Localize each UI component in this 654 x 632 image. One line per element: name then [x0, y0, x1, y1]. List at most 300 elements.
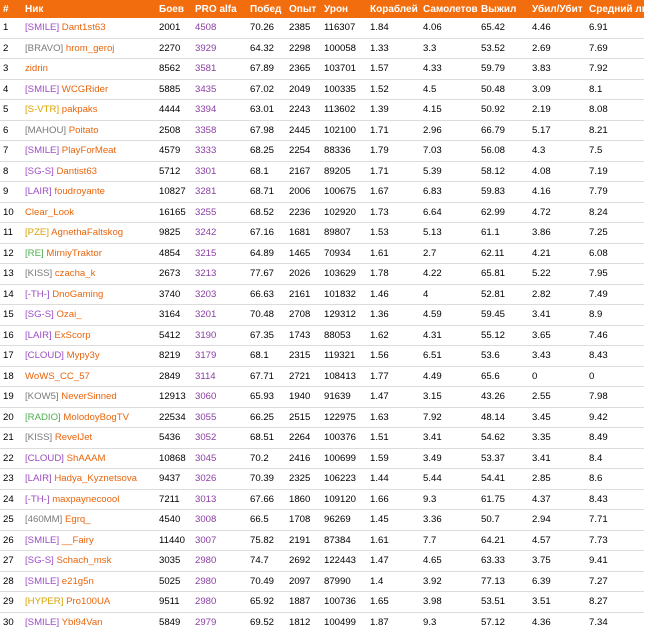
col-header-rank[interactable]: # — [0, 0, 22, 18]
cell-exp: 2167 — [286, 161, 321, 182]
cell-ships: 1.51 — [367, 428, 420, 449]
clan-tag[interactable]: [SMILE] — [25, 616, 60, 628]
clan-tag[interactable]: [BRAVO] — [25, 42, 64, 54]
cell-avg-level: 7.95 — [586, 264, 644, 285]
cell-nick — [22, 38, 156, 59]
player-name[interactable]: Dantist63 — [56, 165, 97, 177]
cell-survived: 59.45 — [478, 305, 529, 326]
cell-damage: 89205 — [321, 161, 367, 182]
cell-avg-level: 7.46 — [586, 325, 644, 346]
clan-tag[interactable]: [SMILE] — [25, 145, 60, 157]
cell-ships: 1.67 — [367, 182, 420, 203]
cell-wins: 67.66 — [247, 489, 286, 510]
cell-exp: 2236 — [286, 202, 321, 223]
cell-wins: 68.52 — [247, 202, 286, 223]
clan-tag[interactable]: [SMILE] — [25, 22, 60, 34]
cell-pro-alfa: 3213 — [192, 264, 247, 285]
table-row[interactable] — [0, 510, 644, 531]
cell-battles: 12913 — [156, 387, 192, 408]
cell-exp: 2191 — [286, 530, 321, 551]
col-header-battles[interactable]: Боев — [156, 0, 192, 18]
cell-battles: 3164 — [156, 305, 192, 326]
table-row[interactable] — [0, 592, 644, 613]
cell-survived: 50.48 — [478, 79, 529, 100]
clan-tag[interactable]: [SG-S] — [25, 309, 54, 321]
cell-planes: 3.41 — [420, 428, 478, 449]
cell-battles: 8562 — [156, 59, 192, 80]
cell-nick — [22, 510, 156, 531]
table-row[interactable] — [0, 38, 644, 59]
player-name[interactable]: foudroyante — [54, 186, 106, 198]
cell-pro-alfa: 3190 — [192, 325, 247, 346]
cell-damage: 116307 — [321, 18, 367, 38]
cell-survived: 48.14 — [478, 407, 529, 428]
cell-exp: 2264 — [286, 428, 321, 449]
cell-avg-level: 7.79 — [586, 182, 644, 203]
cell-avg-level: 7.73 — [586, 530, 644, 551]
cell-damage: 91639 — [321, 387, 367, 408]
clan-tag[interactable]: [LAIR] — [25, 473, 52, 485]
cell-kd: 4.08 — [529, 161, 586, 182]
clan-tag[interactable]: [SG-S] — [25, 165, 54, 177]
cell-avg-level: 8.4 — [586, 448, 644, 469]
cell-ships: 1.63 — [367, 407, 420, 428]
cell-ships: 1.57 — [367, 59, 420, 80]
cell-planes: 6.64 — [420, 202, 478, 223]
cell-damage: 102100 — [321, 120, 367, 141]
cell-wins: 68.25 — [247, 141, 286, 162]
player-name[interactable]: hrom_geroj — [65, 42, 115, 54]
cell-rank: 6 — [0, 120, 22, 141]
cell-nick — [22, 79, 156, 100]
cell-survived: 66.79 — [478, 120, 529, 141]
cell-nick — [22, 387, 156, 408]
cell-rank: 26 — [0, 530, 22, 551]
player-name[interactable]: RevelJet — [54, 432, 93, 444]
cell-kd: 3.75 — [529, 551, 586, 572]
cell-damage: 122975 — [321, 407, 367, 428]
cell-kd: 5.22 — [529, 264, 586, 285]
cell-rank: 8 — [0, 161, 22, 182]
cell-battles: 9825 — [156, 223, 192, 244]
cell-planes: 3.15 — [420, 387, 478, 408]
cell-survived: 61.75 — [478, 489, 529, 510]
cell-exp: 2243 — [286, 100, 321, 121]
cell-kd: 4.16 — [529, 182, 586, 203]
cell-rank: 23 — [0, 469, 22, 490]
cell-kd: 4.36 — [532, 616, 551, 628]
clan-tag[interactable]: [KOW5] — [25, 391, 59, 403]
cell-damage: 96269 — [321, 510, 367, 531]
player-name[interactable]: Schach_msk — [56, 555, 112, 567]
cell-nick — [22, 182, 156, 203]
table-row[interactable] — [0, 264, 644, 285]
clan-tag[interactable]: [HYPER] — [25, 596, 64, 608]
cell-planes: 5.44 — [420, 469, 478, 490]
cell-ships: 1.84 — [367, 18, 420, 38]
cell-exp: 2298 — [286, 38, 321, 59]
cell-pro-alfa: 3929 — [192, 38, 247, 59]
cell-wins: 66.63 — [247, 284, 286, 305]
cell-rank: 29 — [0, 592, 22, 613]
cell-battles: 5436 — [156, 428, 192, 449]
cell-damage: 106223 — [321, 469, 367, 490]
cell-nick — [22, 448, 156, 469]
cell-pro-alfa: 3281 — [192, 182, 247, 203]
player-name[interactable]: PlayForMeat — [61, 145, 117, 157]
table-row[interactable] — [0, 489, 644, 510]
cell-ships: 1.71 — [367, 120, 420, 141]
table-row[interactable] — [0, 551, 644, 572]
cell-ships: 1.79 — [367, 141, 420, 162]
cell-nick — [22, 305, 156, 326]
player-name[interactable]: Dant1st63 — [61, 22, 106, 34]
cell-survived: 63.33 — [478, 551, 529, 572]
cell-damage: 101832 — [321, 284, 367, 305]
cell-battles: 16165 — [156, 202, 192, 223]
clan-tag[interactable]: [RADIO] — [25, 411, 61, 423]
cell-pro-alfa: 3581 — [192, 59, 247, 80]
cell-planes: 4.5 — [420, 79, 478, 100]
cell-exp: 2515 — [286, 407, 321, 428]
cell-survived: 65.42 — [478, 18, 529, 38]
table-row[interactable] — [0, 571, 644, 592]
clan-tag[interactable]: [CLOUD] — [25, 452, 64, 464]
cell-damage: 113602 — [321, 100, 367, 121]
cell-nick — [22, 325, 156, 346]
cell-battles: 10868 — [156, 448, 192, 469]
col-header-planes[interactable]: Самолетов — [420, 0, 478, 18]
cell-wins: 70.39 — [247, 469, 286, 490]
col-header-ships[interactable]: Кораблей — [367, 0, 420, 18]
cell-survived: 59.83 — [478, 182, 529, 203]
cell-pro-alfa: 3055 — [192, 407, 247, 428]
cell-planes: 4.31 — [420, 325, 478, 346]
cell-avg-level: 7.69 — [586, 38, 644, 59]
cell-kd: 3.43 — [529, 346, 586, 367]
player-name[interactable]: zidrin — [25, 63, 48, 75]
cell-ships: 1.47 — [367, 551, 420, 572]
table-row[interactable] — [0, 223, 644, 244]
cell-rank: 2 — [0, 38, 22, 59]
cell-pro-alfa: 3052 — [192, 428, 247, 449]
cell-avg-level: 7.92 — [586, 59, 644, 80]
cell-exp: 1812 — [289, 616, 311, 628]
cell-planes: 4.65 — [420, 551, 478, 572]
cell-battles: 2001 — [156, 18, 192, 38]
cell-planes: 4.49 — [420, 366, 478, 387]
cell-kd: 4.21 — [529, 243, 586, 264]
table-row[interactable] — [0, 100, 644, 121]
cell-battles: 9437 — [156, 469, 192, 490]
table-row[interactable] — [0, 161, 644, 182]
clan-tag[interactable]: [KISS] — [25, 268, 53, 280]
table-row[interactable] — [0, 407, 644, 428]
clan-tag[interactable]: [-TH-] — [25, 493, 50, 505]
cell-ships: 1.46 — [367, 284, 420, 305]
cell-damage: 129312 — [321, 305, 367, 326]
cell-exp: 1743 — [286, 325, 321, 346]
cell-rank: 20 — [0, 407, 22, 428]
cell-nick — [22, 489, 156, 510]
cell-survived: 43.26 — [478, 387, 529, 408]
table-row[interactable] — [0, 79, 644, 100]
cell-kd: 2.19 — [529, 100, 586, 121]
cell-ships: 1.61 — [367, 530, 420, 551]
cell-pro-alfa: 2980 — [192, 571, 247, 592]
cell-exp: 2097 — [286, 571, 321, 592]
cell-wins: 70.26 — [247, 18, 286, 38]
cell-nick — [22, 407, 156, 428]
cell-survived: 56.08 — [478, 141, 529, 162]
cell-planes: 6.83 — [420, 182, 478, 203]
player-name[interactable]: Ybi94Van — [61, 616, 103, 628]
player-name[interactable]: Clear_Look — [25, 206, 75, 218]
cell-wins: 65.92 — [247, 592, 286, 613]
cell-survived: 57.12 — [481, 616, 506, 628]
cell-pro-alfa: 3435 — [192, 79, 247, 100]
cell-kd: 2.55 — [529, 387, 586, 408]
player-name[interactable]: maxpaynecoool — [52, 493, 120, 505]
col-header-damage[interactable]: Урон — [321, 0, 367, 18]
cell-nick — [22, 612, 156, 632]
cell-kd: 3.45 — [529, 407, 586, 428]
cell-battles: 5712 — [156, 161, 192, 182]
player-name[interactable]: Hadya_Kyznetsova — [54, 473, 138, 485]
cell-avg-level: 7.98 — [586, 387, 644, 408]
cell-kd: 0 — [529, 366, 586, 387]
cell-nick — [22, 264, 156, 285]
cell-ships: 1.66 — [367, 489, 420, 510]
cell-wins: 70.48 — [247, 305, 286, 326]
cell-pro-alfa: 2980 — [192, 592, 247, 613]
cell-pro-alfa: 2979 — [195, 616, 217, 628]
cell-nick — [22, 366, 156, 387]
cell-survived: 59.79 — [478, 59, 529, 80]
cell-ships: 1.87 — [370, 616, 389, 628]
cell-pro-alfa: 2980 — [192, 551, 247, 572]
clan-tag[interactable]: [CLOUD] — [25, 350, 64, 362]
cell-nick — [22, 571, 156, 592]
cell-nick — [22, 161, 156, 182]
player-name[interactable]: pakpaks — [61, 104, 98, 116]
col-header-nick[interactable]: Ник — [22, 0, 156, 18]
cell-exp: 1465 — [286, 243, 321, 264]
player-name[interactable]: WoWS_CC_57 — [25, 370, 90, 382]
cell-battles: 2849 — [156, 366, 192, 387]
cell-avg-level: 7.71 — [586, 510, 644, 531]
table-row[interactable] — [0, 243, 644, 264]
cell-battles: 5849 — [159, 616, 181, 628]
col-header-pro-alfa[interactable]: PRO alfa — [192, 0, 247, 18]
table-row[interactable] — [0, 448, 644, 469]
player-name[interactable]: AgnethaFaltskog — [51, 227, 124, 239]
cell-planes: 3.3 — [420, 38, 478, 59]
player-name[interactable]: Pro100UA — [66, 596, 111, 608]
player-name[interactable]: Ozai_ — [56, 309, 82, 321]
cell-planes: 7.7 — [420, 530, 478, 551]
player-name[interactable]: MirniyTraktor — [46, 247, 102, 259]
table-row[interactable] — [0, 612, 644, 632]
table-row[interactable] — [0, 366, 644, 387]
clan-tag[interactable]: [MAHOU] — [25, 124, 67, 136]
col-header-kd[interactable]: Убил/Убит — [529, 0, 586, 18]
cell-battles: 3035 — [156, 551, 192, 572]
table-row[interactable] — [0, 182, 644, 203]
cell-exp: 2365 — [286, 59, 321, 80]
cell-avg-level: 8.49 — [586, 428, 644, 449]
table-row[interactable] — [0, 59, 644, 80]
cell-survived: 55.12 — [478, 325, 529, 346]
cell-exp: 1708 — [286, 510, 321, 531]
cell-rank: 15 — [0, 305, 22, 326]
cell-pro-alfa: 3301 — [192, 161, 247, 182]
clan-tag[interactable]: [LAIR] — [25, 329, 52, 341]
table-row[interactable] — [0, 325, 644, 346]
clan-tag[interactable]: [SMILE] — [25, 575, 60, 587]
player-name[interactable]: MolodoyBogTV — [63, 411, 129, 423]
cell-planes: 7.03 — [420, 141, 478, 162]
cell-ships: 1.36 — [367, 305, 420, 326]
player-name[interactable]: __Fairy — [61, 534, 94, 546]
clan-tag[interactable]: [SMILE] — [25, 534, 60, 546]
cell-survived: 53.37 — [478, 448, 529, 469]
player-name[interactable]: ExScorp — [54, 329, 91, 341]
cell-planes: 3.36 — [420, 510, 478, 531]
table-row[interactable] — [0, 120, 644, 141]
cell-battles: 4579 — [156, 141, 192, 162]
cell-kd: 3.41 — [529, 448, 586, 469]
table-row[interactable] — [0, 18, 644, 38]
cell-wins: 77.67 — [247, 264, 286, 285]
clan-tag[interactable]: [KISS] — [25, 432, 53, 444]
cell-nick — [22, 284, 156, 305]
cell-rank: 4 — [0, 79, 22, 100]
table-row[interactable] — [0, 346, 644, 367]
player-name[interactable]: Mypy3y — [66, 350, 100, 362]
cell-ships: 1.53 — [367, 223, 420, 244]
table-row[interactable] — [0, 428, 644, 449]
cell-avg-level: 8.6 — [586, 469, 644, 490]
leaderboard-body — [0, 18, 644, 632]
player-name[interactable]: Poitato — [68, 124, 99, 136]
player-name[interactable]: WCGRider — [61, 83, 109, 95]
cell-survived: 53.52 — [478, 38, 529, 59]
clan-tag[interactable]: [460MM] — [25, 514, 63, 526]
table-row[interactable] — [0, 387, 644, 408]
cell-rank: 25 — [0, 510, 22, 531]
clan-tag[interactable]: [LAIR] — [25, 186, 52, 198]
cell-battles: 5885 — [156, 79, 192, 100]
player-name[interactable]: DnoGaming — [52, 288, 104, 300]
clan-tag[interactable]: [SG-S] — [25, 555, 54, 567]
cell-kd: 2.69 — [529, 38, 586, 59]
cell-ships: 1.61 — [367, 243, 420, 264]
table-row[interactable] — [0, 305, 644, 326]
cell-nick — [22, 243, 156, 264]
cell-ships: 1.44 — [367, 469, 420, 490]
cell-ships: 1.39 — [367, 100, 420, 121]
table-row[interactable] — [0, 202, 644, 223]
cell-pro-alfa: 3333 — [192, 141, 247, 162]
cell-survived: 52.81 — [478, 284, 529, 305]
clan-tag[interactable]: [SMILE] — [25, 83, 60, 95]
cell-wins: 74.7 — [247, 551, 286, 572]
cell-rank: 18 — [0, 366, 22, 387]
cell-ships: 1.47 — [367, 387, 420, 408]
cell-pro-alfa: 4508 — [192, 18, 247, 38]
cell-avg-level: 7.5 — [586, 141, 644, 162]
cell-survived: 77.13 — [478, 571, 529, 592]
cell-wins: 67.02 — [247, 79, 286, 100]
table-row[interactable] — [0, 284, 644, 305]
cell-planes: 4.33 — [420, 59, 478, 80]
col-header-avg-level[interactable]: Средний лвл — [586, 0, 644, 18]
cell-kd: 3.09 — [529, 79, 586, 100]
player-name[interactable]: NeverSinned — [61, 391, 117, 403]
cell-avg-level: 9.41 — [586, 551, 644, 572]
player-name[interactable]: e21g5n — [61, 575, 94, 587]
cell-rank: 24 — [0, 489, 22, 510]
col-header-wins[interactable]: Побед — [247, 0, 286, 18]
cell-damage: 102920 — [321, 202, 367, 223]
cell-wins: 75.82 — [247, 530, 286, 551]
cell-damage: 100499 — [324, 616, 357, 628]
cell-rank: 3 — [0, 59, 22, 80]
cell-planes: 3.98 — [420, 592, 478, 613]
cell-damage: 109120 — [321, 489, 367, 510]
col-header-exp[interactable]: Опыт — [286, 0, 321, 18]
cell-pro-alfa: 3013 — [192, 489, 247, 510]
cell-damage: 108413 — [321, 366, 367, 387]
cell-ships: 1.71 — [367, 161, 420, 182]
cell-wins: 68.71 — [247, 182, 286, 203]
cell-exp: 2161 — [286, 284, 321, 305]
cell-rank: 28 — [0, 571, 22, 592]
cell-avg-level: 7.25 — [586, 223, 644, 244]
cell-rank: 21 — [0, 428, 22, 449]
cell-avg-level: 8.24 — [586, 202, 644, 223]
cell-battles: 10827 — [156, 182, 192, 203]
clan-tag[interactable]: [-TH-] — [25, 288, 50, 300]
cell-exp: 2416 — [286, 448, 321, 469]
cell-nick — [22, 18, 156, 38]
table-row[interactable] — [0, 141, 644, 162]
player-name[interactable]: Egrq_ — [65, 514, 91, 526]
cell-planes: 3.49 — [420, 448, 478, 469]
table-row[interactable] — [0, 469, 644, 490]
cell-wins: 63.01 — [247, 100, 286, 121]
cell-avg-level: 8.43 — [586, 346, 644, 367]
cell-exp: 2708 — [286, 305, 321, 326]
cell-nick — [22, 120, 156, 141]
cell-damage: 122443 — [321, 551, 367, 572]
cell-kd: 4.37 — [529, 489, 586, 510]
cell-wins: 70.2 — [247, 448, 286, 469]
player-name[interactable]: ShAAAM — [66, 452, 106, 464]
cell-wins: 66.5 — [247, 510, 286, 531]
clan-tag[interactable]: [PZE] — [25, 227, 49, 239]
cell-battles: 4444 — [156, 100, 192, 121]
table-row[interactable] — [0, 530, 644, 551]
clan-tag[interactable]: [RE] — [25, 247, 44, 259]
cell-avg-level: 8.08 — [586, 100, 644, 121]
col-header-survived[interactable]: Выжил — [478, 0, 529, 18]
cell-wins: 65.93 — [247, 387, 286, 408]
cell-wins: 67.98 — [247, 120, 286, 141]
clan-tag[interactable]: [S-VTR] — [25, 104, 60, 116]
player-name[interactable]: czacha_k — [54, 268, 96, 280]
